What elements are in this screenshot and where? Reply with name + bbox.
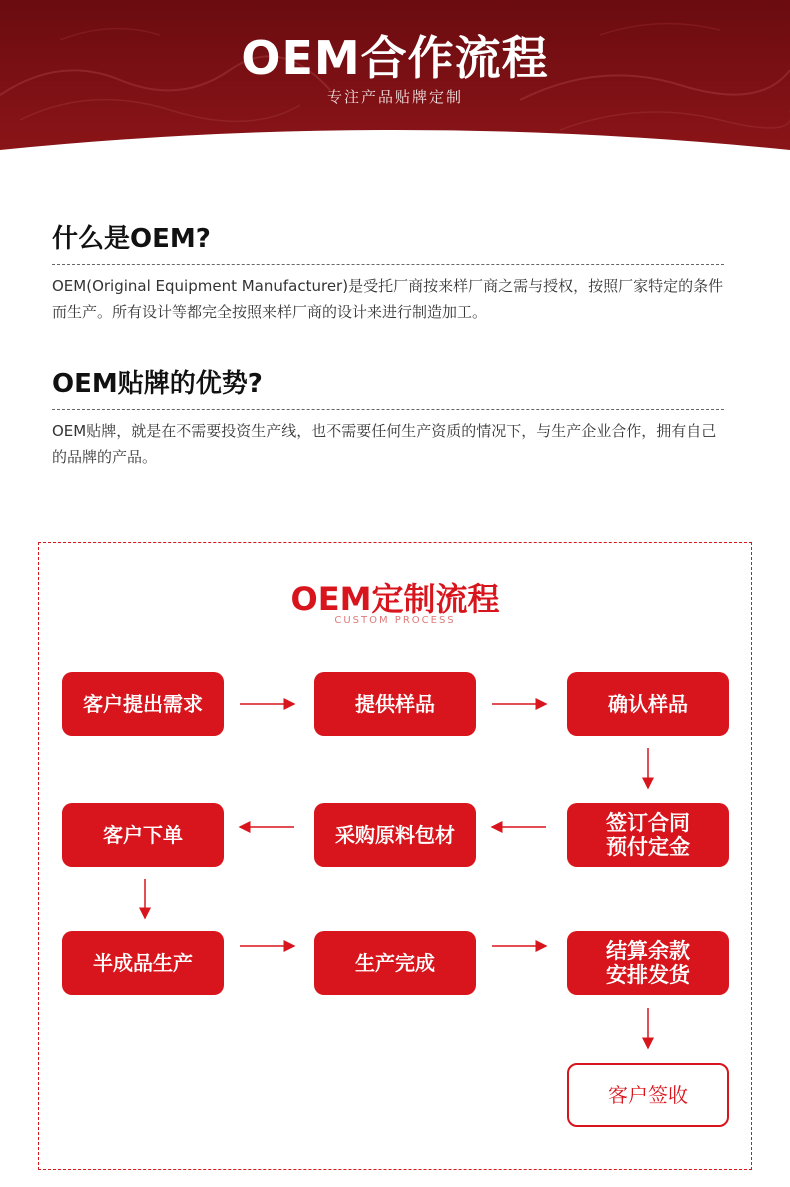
step-label-line2: 预付定金 [606,835,690,859]
step-label: 采购原料包材 [335,823,455,847]
step-label-line2: 安排发货 [606,963,690,987]
section-heading: 什么是OEM? [52,224,211,254]
step-label: 客户签收 [608,1083,688,1107]
step-label: 提供样品 [355,692,435,716]
step-label: 半成品生产 [93,951,193,975]
step-label: 客户下单 [103,823,183,847]
section-heading: OEM贴牌的优势? [52,369,263,399]
step-label: 确认样品 [608,692,688,716]
step-label: 生产完成 [355,951,435,975]
section-body: OEM(Original Equipment Manufacturer)是受托厂商按来样厂商之需与授权，按照厂家特定的条件而生产。所有设计等都完全按照来样厂商的设计来进行制造加工。 [52,277,724,321]
process-title: OEM定制流程 [290,580,500,618]
step-label: 签订合同 [606,811,690,835]
step-label: 结算余款 [606,939,690,963]
page-title: OEM合作流程 [241,31,549,85]
page-subtitle: 专注产品贴牌定制 [326,88,463,106]
step-label: 客户提出需求 [83,692,203,716]
section-body: OEM贴牌，就是在不需要投资生产线，也不需要任何生产资质的情况下，与生产企业合作，拥有自己的品牌的产品。 [52,422,717,466]
process-subtitle: CUSTOM PROCESS [334,615,456,626]
